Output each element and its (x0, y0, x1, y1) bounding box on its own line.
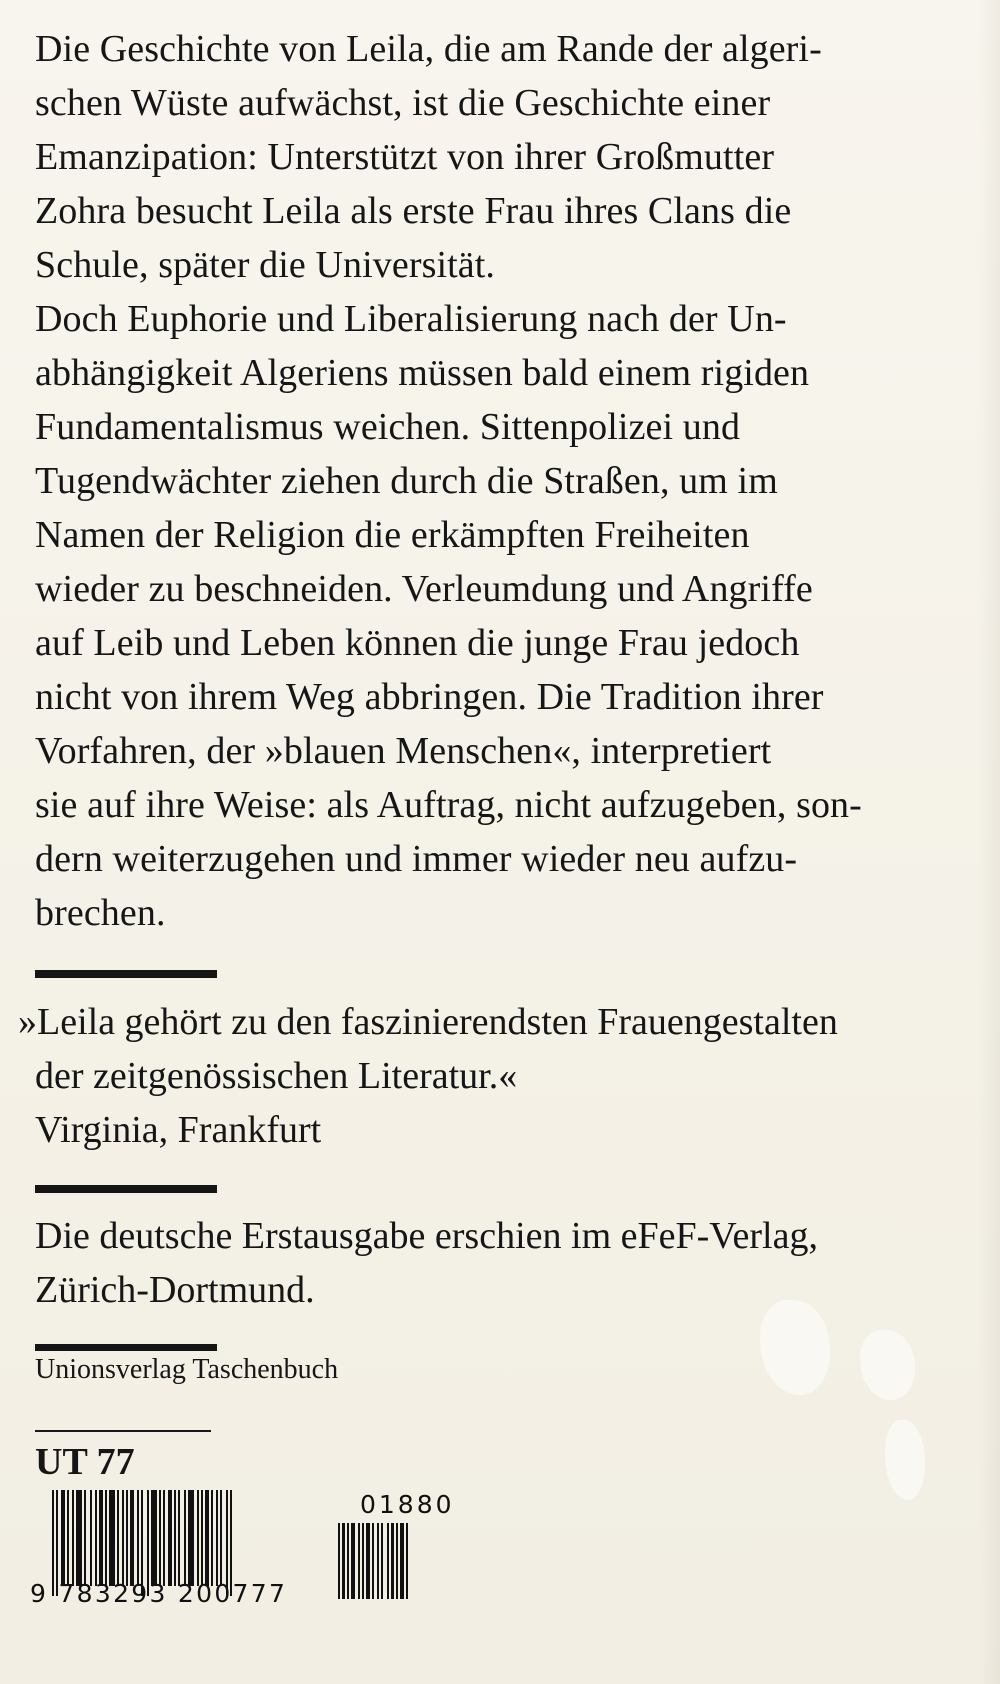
barcode-bar (76, 1490, 82, 1586)
barcode-bar (358, 1523, 360, 1599)
section-divider (35, 1185, 217, 1193)
barcode-bar (84, 1490, 86, 1586)
blurb-line: brechen. (35, 892, 166, 934)
barcode-bar (205, 1490, 209, 1586)
barcode-bar (347, 1523, 349, 1599)
barcode-bar (351, 1523, 355, 1599)
blurb-line: Tugendwächter ziehen durch die Straßen, um im (35, 460, 778, 502)
barcode-bar (99, 1490, 103, 1586)
blurb-line: Namen der Religion die erkämpften Freiheiten (35, 514, 750, 556)
barcode-bar (372, 1523, 374, 1599)
barcode-bar (109, 1490, 115, 1586)
quote-line: »Leila gehört zu den faszinierendsten Frauengestalten (18, 1001, 838, 1043)
edition-line: Zürich-Dortmund. (35, 1269, 315, 1311)
barcode-bar (122, 1490, 124, 1586)
barcode-bar (338, 1523, 340, 1599)
series-divider (35, 1430, 211, 1432)
blurb-text (35, 22, 985, 940)
quote-attribution: Virginia, Frankfurt (35, 1109, 322, 1151)
barcode-bar (220, 1490, 222, 1586)
barcode-bar (126, 1490, 128, 1586)
blurb-line: schen Wüste aufwächst, ist die Geschichte einer (35, 82, 771, 124)
barcode-bar (366, 1523, 370, 1599)
blurb-line: sie auf ihre Weise: als Auftrag, nicht aufzugeben, son- (35, 784, 862, 826)
barcode-bar (377, 1523, 379, 1599)
barcode-bar (391, 1523, 394, 1599)
blurb-line: Die Geschichte von Leila, die am Rande der algeri- (35, 28, 822, 70)
barcode-bar (197, 1490, 199, 1586)
edition-line: Die deutsche Erstausgabe erschien im eFeF-Verlag, (35, 1215, 818, 1257)
addon-digits: 01880 (360, 1490, 455, 1519)
blurb-line: Vorfahren, der »blauen Menschen«, interpretiert (35, 730, 772, 772)
publisher-name: Unionsverlag Taschenbuch (35, 1354, 339, 1385)
barcode-bar (406, 1523, 408, 1599)
barcode-bar (61, 1490, 65, 1586)
barcode-bar (137, 1490, 139, 1586)
barcode-bar (342, 1523, 345, 1599)
blurb-line: abhängigkeit Algeriens müssen bald einem rigiden (35, 352, 810, 394)
blurb-line: Zohra besucht Leila als erste Frau ihres Clans die (35, 190, 792, 232)
barcode-bar (362, 1523, 364, 1599)
section-divider (35, 970, 217, 978)
barcode-bar (90, 1490, 92, 1586)
series-number: UT 77 (35, 1441, 135, 1483)
barcode-bar (117, 1490, 119, 1586)
barcode-bar (163, 1490, 165, 1586)
quote-line: der zeitgenössischen Literatur.« (35, 1055, 518, 1097)
section-divider (35, 1344, 217, 1351)
barcode-bar (151, 1490, 157, 1586)
barcode-bar (387, 1523, 389, 1599)
barcode-bar (168, 1490, 172, 1586)
barcode-bars (338, 1523, 408, 1599)
barcode-bar (174, 1490, 176, 1586)
barcode-bar (67, 1490, 69, 1586)
blurb-line: nicht von ihrem Weg abbringen. Die Tradition ihrer (35, 676, 824, 718)
barcode-bar (159, 1490, 161, 1586)
barcode-bar (400, 1523, 404, 1599)
barcode-bar (201, 1490, 203, 1586)
edition-note (35, 1209, 985, 1317)
blurb-line: auf Leib und Leben können die junge Frau jedoch (35, 622, 800, 664)
cover-wear-mark (885, 1420, 925, 1500)
barcode-bar (216, 1490, 218, 1586)
isbn-digits: 9 783293 200777 (30, 1579, 288, 1608)
barcode-bar (72, 1490, 74, 1586)
blurb-line: dern weiterzugehen und immer wieder neu aufzu- (35, 838, 798, 880)
blurb-line: Schule, später die Universität. (35, 244, 496, 286)
addon-barcode (338, 1523, 458, 1603)
blurb-line: Doch Euphorie und Liberalisierung nach der Un- (35, 298, 787, 340)
blurb-line: Fundamentalismus weichen. Sittenpolizei und (35, 406, 741, 448)
barcode-bar (130, 1490, 134, 1586)
barcode-bar (184, 1490, 186, 1586)
barcode-bar (381, 1523, 383, 1599)
barcode-bar (95, 1490, 97, 1586)
barcode-bar (396, 1523, 398, 1599)
barcode-bar (211, 1490, 213, 1586)
barcode-bar (188, 1490, 194, 1586)
barcode-bar (105, 1490, 107, 1586)
blurb-line: Emanzipation: Unterstützt von ihrer Großmutter (35, 136, 775, 178)
barcode-bar (178, 1490, 180, 1586)
blurb-line: wieder zu beschneiden. Verleumdung und Angriffe (35, 568, 813, 610)
cover-wear-mark (860, 1330, 915, 1400)
review-quote (18, 995, 993, 1157)
